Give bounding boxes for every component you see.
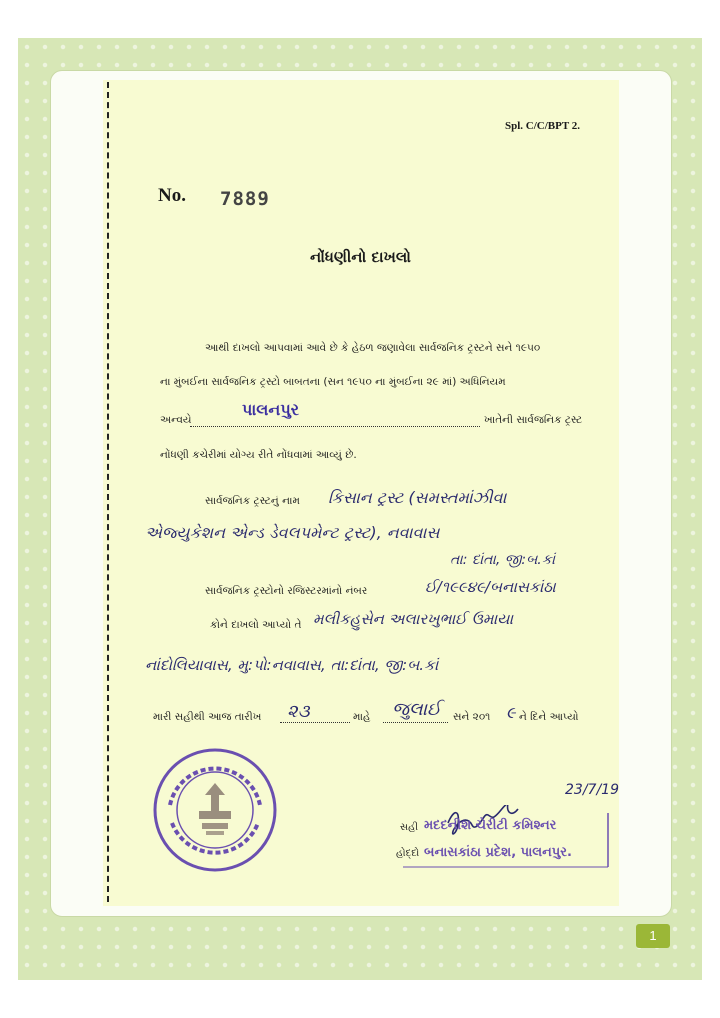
- official-seal-icon: [150, 745, 280, 875]
- certificate-title: નોંધણીનો દાખલો: [310, 248, 411, 266]
- perforation-line: [107, 82, 109, 902]
- date-year-label: સને ૨૦૧: [453, 711, 491, 723]
- form-reference: Spl. C/C/BPT 2.: [505, 120, 580, 132]
- registration-number: ઈ/૧૯૯૪૯/બનાસકાંઠા: [425, 578, 556, 596]
- certificate-number: 7889: [220, 188, 270, 210]
- place-name: પાલનપુર: [242, 400, 299, 419]
- place-fill-line: [190, 426, 480, 427]
- date-day: ૨૩: [287, 701, 310, 722]
- post-label: હોદ્દો: [396, 848, 420, 859]
- page-number-badge[interactable]: 1: [636, 924, 670, 948]
- trust-name-line-3: તા: દાંતા, જી:બ.કાં: [450, 552, 556, 568]
- paragraph-line-3-prefix: અન્વયે: [160, 414, 192, 426]
- sign-designation: મદદનીશ ચેરીટી કમિશ્નર: [424, 818, 557, 833]
- date-day-line: [280, 722, 350, 723]
- date-month-label: માહે: [353, 711, 371, 723]
- date-suffix: ને દિને આપ્યો: [519, 711, 579, 723]
- signature-date: 23/7/19: [565, 782, 619, 798]
- trust-name-line-2: એજ્યુકેશન એન્ડ ડેવલપમેન્ટ ટ્રસ્ટ), નવાવાસ: [145, 523, 440, 542]
- paragraph-line-2: ના મુંબઈના સાર્વજનિક ટ્રસ્ટો બાબતના (સન ૧૯૫૦ ના મુંબઈના ૨૯ માં) અધિનિયમ: [160, 376, 506, 388]
- paragraph-line-4: નોંધણી કચેરીમાં યોગ્ય રીતે નોંધવામાં આવ્યું છે.: [160, 449, 357, 461]
- sign-label: સહી: [400, 822, 419, 833]
- paragraph-line-1: આથી દાખલો આપવામાં આવે છે કે હેઠળ જણાવેલા સાર્વજનિક ટ્રસ્ટને સને ૧૯૫૦: [205, 342, 541, 354]
- post-value: બનાસકાંઠા પ્રદેશ, પાલનપુર.: [424, 845, 572, 860]
- given-to-line-1: મલીકહુસેન અલારખુભાઈ ઉમાયા: [313, 610, 514, 628]
- given-to-line-2: નાંદોલિયાવાસ, મુ:પો:નવાવાસ, તા:દાંતા, જી:બ.કાં: [145, 656, 439, 674]
- trust-name-line-1: કિસાન ટ્રસ્ટ (સમસ્તમાંઝીવા: [328, 488, 507, 507]
- signature-icon: [393, 805, 618, 875]
- certificate-number-label: No.: [158, 185, 186, 206]
- date-year-digit: ૯: [506, 703, 516, 722]
- trust-name-label: સાર્વજનિક ટ્રસ્ટનું નામ: [205, 495, 300, 507]
- date-month: જુલાઈ: [392, 699, 441, 720]
- given-to-label: કોને દાખલો આપ્યો તે: [210, 619, 302, 631]
- paragraph-line-3-suffix: ખાતેની સાર્વજનિક ટ્રસ્ટ: [484, 414, 583, 426]
- date-month-line: [383, 722, 448, 723]
- date-prefix: મારી સહીથી આજ તારીખ: [153, 711, 262, 723]
- registration-number-label: સાર્વજનિક ટ્રસ્ટોનો રજિસ્ટરમાંનો નંબર: [205, 585, 368, 597]
